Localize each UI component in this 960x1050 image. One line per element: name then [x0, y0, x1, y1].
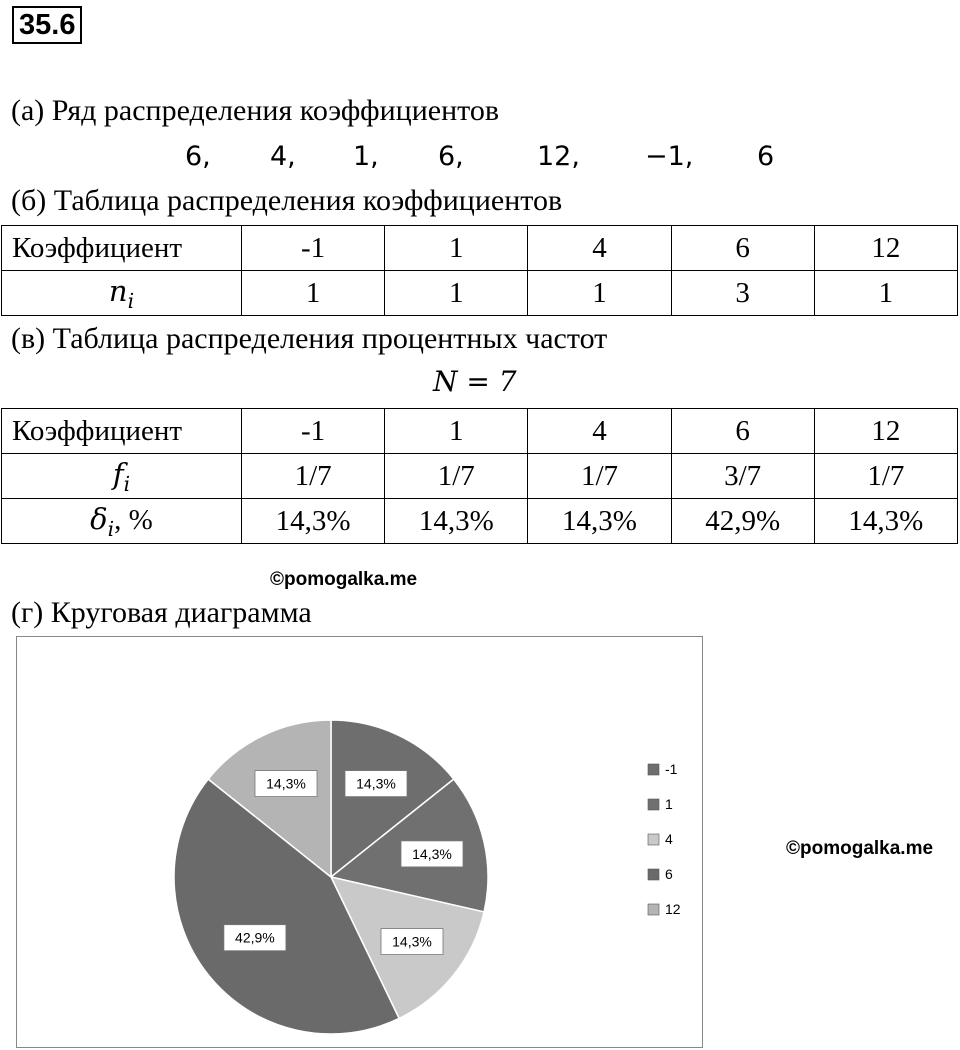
- series-item: 6,: [438, 141, 464, 172]
- table-cell: 14,3%: [242, 499, 385, 544]
- legend-swatch: [648, 764, 659, 775]
- table-row: [2, 226, 958, 271]
- table-row: [2, 499, 958, 544]
- table-cell: 1: [385, 226, 528, 271]
- table-cell: 1/7: [242, 454, 385, 499]
- fi-letter: f: [112, 456, 124, 491]
- table-row: [2, 271, 958, 316]
- table-header-cell: [2, 499, 242, 544]
- series-item: −1,: [645, 141, 694, 172]
- table-cell: 42,9%: [671, 499, 814, 544]
- frequency-table: [1, 225, 958, 316]
- table-cell: 3: [671, 271, 814, 316]
- part-g-heading: (г) Круговая диаграмма: [11, 596, 312, 629]
- table-header-cell: Коэффициент: [2, 226, 242, 271]
- table-header-cell: [2, 454, 242, 499]
- table-cell: 14,3%: [385, 499, 528, 544]
- part-v-heading: (в) Таблица распределения процентных частот: [11, 322, 608, 355]
- percent-table: [1, 408, 958, 544]
- table-cell: 1/7: [528, 454, 671, 499]
- data-label: 42,9%: [235, 929, 275, 946]
- data-label: 14,3%: [266, 775, 306, 792]
- pie-chart-frame: [16, 636, 703, 1048]
- coefficient-series: [0, 141, 960, 175]
- table-cell: 14,3%: [814, 499, 957, 544]
- part-b-heading: (б) Таблица распределения коэффициентов: [11, 184, 563, 217]
- fi-symbol: [112, 456, 131, 496]
- series-item: 1,: [353, 141, 379, 172]
- legend-label: 6: [665, 866, 673, 882]
- legend-label: 4: [665, 831, 673, 847]
- legend-swatch: [648, 799, 659, 810]
- table-cell: 14,3%: [528, 499, 671, 544]
- table-cell: -1: [242, 226, 385, 271]
- table-row: [2, 409, 958, 454]
- table-header-cell: Коэффициент: [2, 409, 242, 454]
- ni-letter: n: [108, 273, 128, 308]
- series-item: 6,: [185, 141, 211, 172]
- table-header-cell: [2, 271, 242, 316]
- table-cell: -1: [242, 409, 385, 454]
- table-cell: 4: [528, 226, 671, 271]
- table-cell: 1/7: [814, 454, 957, 499]
- legend-swatch: [648, 869, 659, 880]
- delta-suffix: , %: [114, 503, 153, 536]
- ni-symbol: [108, 273, 135, 313]
- table-cell: 1/7: [385, 454, 528, 499]
- series-item: 4,: [270, 141, 296, 172]
- legend-label: -1: [665, 761, 678, 777]
- table-cell: 6: [671, 409, 814, 454]
- fi-subscript: i: [123, 471, 131, 496]
- table-cell: 1: [814, 271, 957, 316]
- data-label: 14,3%: [392, 933, 432, 950]
- legend-label: 1: [665, 796, 673, 812]
- delta-letter: δ: [90, 501, 108, 536]
- table-cell: 1: [242, 271, 385, 316]
- table-cell: 6: [671, 226, 814, 271]
- table-cell: 1: [385, 271, 528, 316]
- data-label: 14,3%: [356, 775, 396, 792]
- delta-symbol: [90, 501, 115, 541]
- watermark: ©pomogalka.me: [786, 838, 934, 859]
- ni-subscript: i: [127, 288, 135, 313]
- watermark: ©pomogalka.me: [270, 569, 418, 590]
- table-cell: 1: [528, 271, 671, 316]
- table-cell: 12: [814, 409, 957, 454]
- problem-number: 35.6: [12, 6, 82, 44]
- part-a-heading: (а) Ряд распределения коэффициентов: [11, 94, 500, 127]
- data-label: 14,3%: [412, 845, 452, 862]
- legend-label: 12: [665, 901, 681, 917]
- table-cell: 1: [385, 409, 528, 454]
- legend-swatch: [648, 904, 659, 915]
- pie-chart: [17, 637, 704, 1049]
- table-cell: 4: [528, 409, 671, 454]
- legend-swatch: [648, 834, 659, 845]
- series-item: 6: [757, 141, 775, 172]
- table-cell: 12: [814, 226, 957, 271]
- delta-subscript: i: [107, 516, 115, 541]
- total-count: N = 7: [433, 365, 517, 398]
- series-item: 12,: [537, 141, 580, 172]
- table-cell: 3/7: [671, 454, 814, 499]
- table-row: [2, 454, 958, 499]
